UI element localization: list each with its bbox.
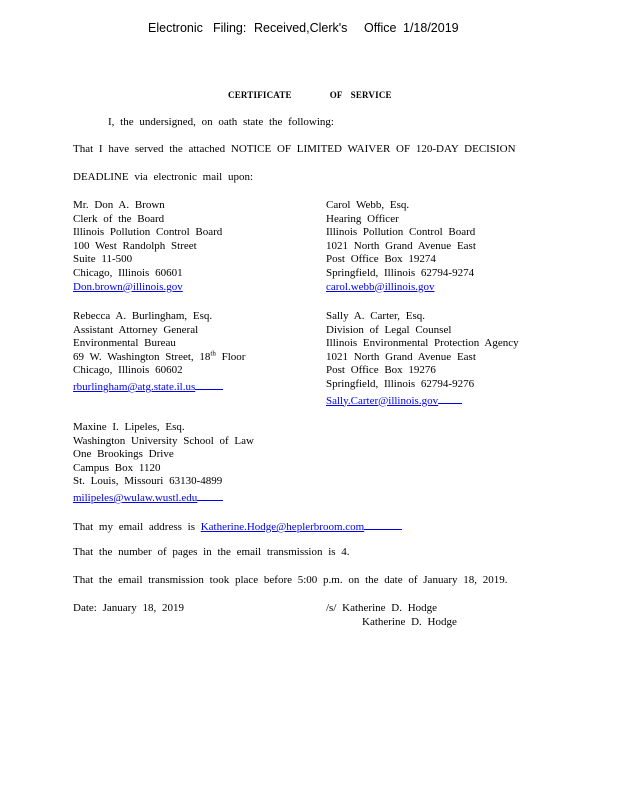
signature-name: Katherine D. Hodge <box>362 616 457 628</box>
certificate-title <box>228 89 416 103</box>
served-statement-line1: That I have served the attached NOTICE OF LIMITED WAIVER OF 120-DAY DECISION <box>73 143 516 155</box>
recipient-name: Rebecca A. Burlingham, Esq. <box>73 310 213 322</box>
underline-extension <box>438 392 462 404</box>
email-link[interactable]: milipeles@wulaw.wustl.edu <box>73 491 198 504</box>
recipient-address <box>73 351 245 365</box>
address-ordinal: th <box>210 349 216 358</box>
title-word-of: OF <box>329 90 343 100</box>
recipient-title: Division of Legal Counsel <box>326 323 452 336</box>
header-electronic: Electronic <box>148 21 203 35</box>
underline-extension <box>195 378 223 390</box>
recipient-webb <box>326 199 476 294</box>
recipient-address: One Brookings Drive <box>73 448 174 461</box>
recipient-address: Campus Box 1120 <box>73 461 161 474</box>
email-link[interactable]: rburlingham@atg.state.il.us <box>73 380 196 393</box>
recipient-brown <box>73 199 222 294</box>
header-office: Office <box>364 21 397 35</box>
header-date: 1/18/2019 <box>403 21 459 35</box>
recipient-title: Clerk of the Board <box>73 212 165 225</box>
pages-statement: That the number of pages in the email transmission is 4. <box>73 546 350 558</box>
recipient-name: Maxine I. Lipeles, Esq. <box>73 421 185 433</box>
recipient-city: St. Louis, Missouri 63130-4899 <box>73 475 223 488</box>
signature-slash: /s/ Katherine D. Hodge <box>326 602 438 614</box>
recipient-name: Mr. Don A. Brown <box>73 199 165 211</box>
recipient-city: Springfield, Illinois 62794-9274 <box>326 266 475 279</box>
address-floor: Floor <box>215 350 246 363</box>
recipient-city: Springfield, Illinois 62794-9276 <box>326 377 475 390</box>
recipient-org: Washington University School of Law <box>73 434 254 447</box>
intro-statement: I, the undersigned, on oath state the following: <box>108 116 334 128</box>
recipient-address: 100 West Randolph Street <box>73 239 197 252</box>
recipient-address: 1021 North Grand Avenue East <box>326 350 476 363</box>
sender-email-link[interactable]: Katherine.Hodge@heplerbroom.com <box>200 521 365 533</box>
served-statement-line2: DEADLINE via electronic mail upon: <box>73 171 254 183</box>
recipient-org: Environmental Bureau <box>73 337 176 350</box>
email-link[interactable]: Don.brown@illinois.gov <box>73 280 183 293</box>
recipient-address: 1021 North Grand Avenue East <box>326 239 476 252</box>
sender-email-statement <box>73 518 402 535</box>
header-filing: Filing: <box>213 21 247 35</box>
address-street: 69 W. Washington Street, 18 <box>73 350 211 363</box>
recipient-address: Post Office Box 19276 <box>326 364 436 377</box>
recipient-org: Illinois Environmental Protection Agency <box>326 337 519 350</box>
underline-extension <box>197 489 223 501</box>
header-received: Received,Clerk's <box>254 21 348 35</box>
recipient-address: Post Office Box 19274 <box>326 253 436 266</box>
recipient-address: Suite 11-500 <box>73 253 133 266</box>
recipient-carter <box>326 310 519 405</box>
time-statement: That the email transmission took place before 5:00 p.m. on the date of January 18, 2019. <box>73 574 508 586</box>
recipient-org: Illinois Pollution Control Board <box>73 226 223 239</box>
email-link[interactable]: carol.webb@illinois.gov <box>326 280 435 293</box>
recipient-org: Illinois Pollution Control Board <box>326 226 476 239</box>
email-link[interactable]: Sally.Carter@illinois.gov <box>326 394 439 407</box>
title-word-certificate: CERTIFICATE <box>228 90 292 100</box>
recipient-name: Carol Webb, Esq. <box>326 199 410 211</box>
recipient-title: Hearing Officer <box>326 212 399 225</box>
underline-extension <box>364 518 402 530</box>
recipient-burlingham <box>73 310 245 392</box>
date-line: Date: January 18, 2019 <box>73 602 185 614</box>
title-word-service: SERVICE <box>350 90 392 100</box>
sender-email-prefix: That my email address is <box>73 521 201 533</box>
recipient-city: Chicago, Illinois 60602 <box>73 364 183 377</box>
recipient-name: Sally A. Carter, Esq. <box>326 310 425 322</box>
recipient-city: Chicago, Illinois 60601 <box>73 266 183 279</box>
recipient-lipeles <box>73 421 254 503</box>
recipient-title: Assistant Attorney General <box>73 323 199 336</box>
